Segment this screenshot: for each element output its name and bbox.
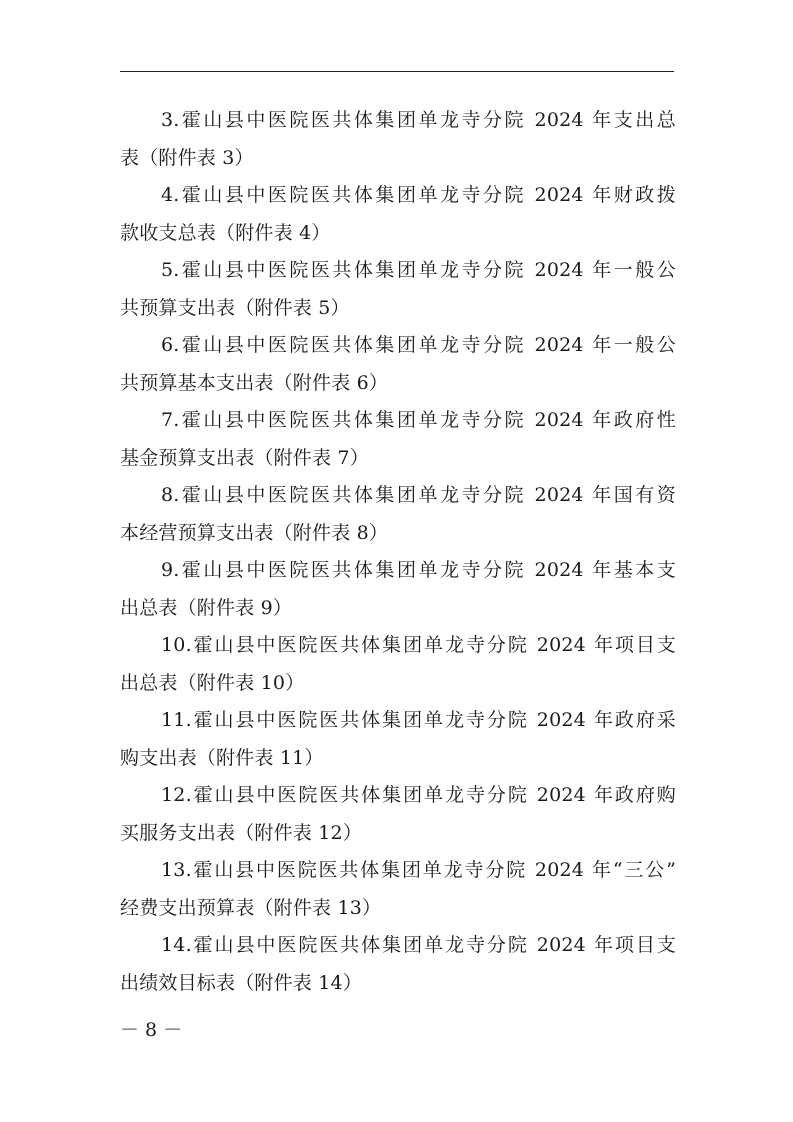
- list-item: [120, 702, 676, 777]
- list-item-line2: 出绩效目标表（附件表 14）: [120, 971, 363, 994]
- attachment-list: [120, 102, 676, 1002]
- list-item: [120, 477, 676, 552]
- list-item-line1: 8.霍山县中医院医共体集团单龙寺分院 2024 年国有资: [161, 484, 676, 506]
- list-item-line2: 本经营预算支出表（附件表 8）: [120, 521, 389, 544]
- list-item-line1: 13.霍山县中医院医共体集团单龙寺分院 2024 年“三公”: [161, 859, 676, 881]
- list-item-line2: 共预算支出表（附件表 5）: [120, 296, 350, 319]
- list-item-line2: 共预算基本支出表（附件表 6）: [120, 371, 389, 394]
- list-item-line1: 6.霍山县中医院医共体集团单龙寺分院 2024 年一般公: [161, 334, 676, 356]
- list-item: [120, 177, 676, 252]
- list-item-line1: 10.霍山县中医院医共体集团单龙寺分院 2024 年项目支: [161, 634, 676, 656]
- list-item: [120, 552, 676, 627]
- list-item-line2: 基金预算支出表（附件表 7）: [120, 446, 369, 469]
- list-item-line1: 9.霍山县中医院医共体集团单龙寺分院 2024 年基本支: [161, 559, 676, 581]
- list-item-line1: 12.霍山县中医院医共体集团单龙寺分院 2024 年政府购: [161, 784, 676, 806]
- list-item: [120, 252, 676, 327]
- list-item-line1: 5.霍山县中医院医共体集团单龙寺分院 2024 年一般公: [161, 259, 676, 281]
- list-item: [120, 402, 676, 477]
- list-item-line1: 7.霍山县中医院医共体集团单龙寺分院 2024 年政府性: [161, 409, 676, 431]
- list-item: [120, 627, 676, 702]
- list-item: [120, 927, 676, 1002]
- list-item-line2: 表（附件表 3）: [120, 146, 254, 169]
- list-item-line1: 14.霍山县中医院医共体集团单龙寺分院 2024 年项目支: [161, 934, 676, 956]
- list-item: [120, 102, 676, 177]
- list-item-line2: 款收支总表（附件表 4）: [120, 221, 331, 244]
- list-item-line1: 4.霍山县中医院医共体集团单龙寺分院 2024 年财政拨: [161, 184, 676, 206]
- header-rule: [120, 71, 674, 72]
- list-item-line2: 经费支出预算表（附件表 13）: [120, 896, 382, 919]
- list-item-line1: 11.霍山县中医院医共体集团单龙寺分院 2024 年政府采: [161, 709, 676, 731]
- list-item-line1: 3.霍山县中医院医共体集团单龙寺分院 2024 年支出总: [161, 109, 676, 131]
- list-item-line2: 出总表（附件表 9）: [120, 596, 293, 619]
- list-item: [120, 777, 676, 852]
- list-item-line2: 购支出表（附件表 11）: [120, 746, 324, 769]
- page-number: － 8 －: [120, 1019, 183, 1041]
- list-item: [120, 327, 676, 402]
- list-item: [120, 852, 676, 927]
- list-item-line2: 买服务支出表（附件表 12）: [120, 821, 363, 844]
- list-item-line2: 出总表（附件表 10）: [120, 671, 305, 694]
